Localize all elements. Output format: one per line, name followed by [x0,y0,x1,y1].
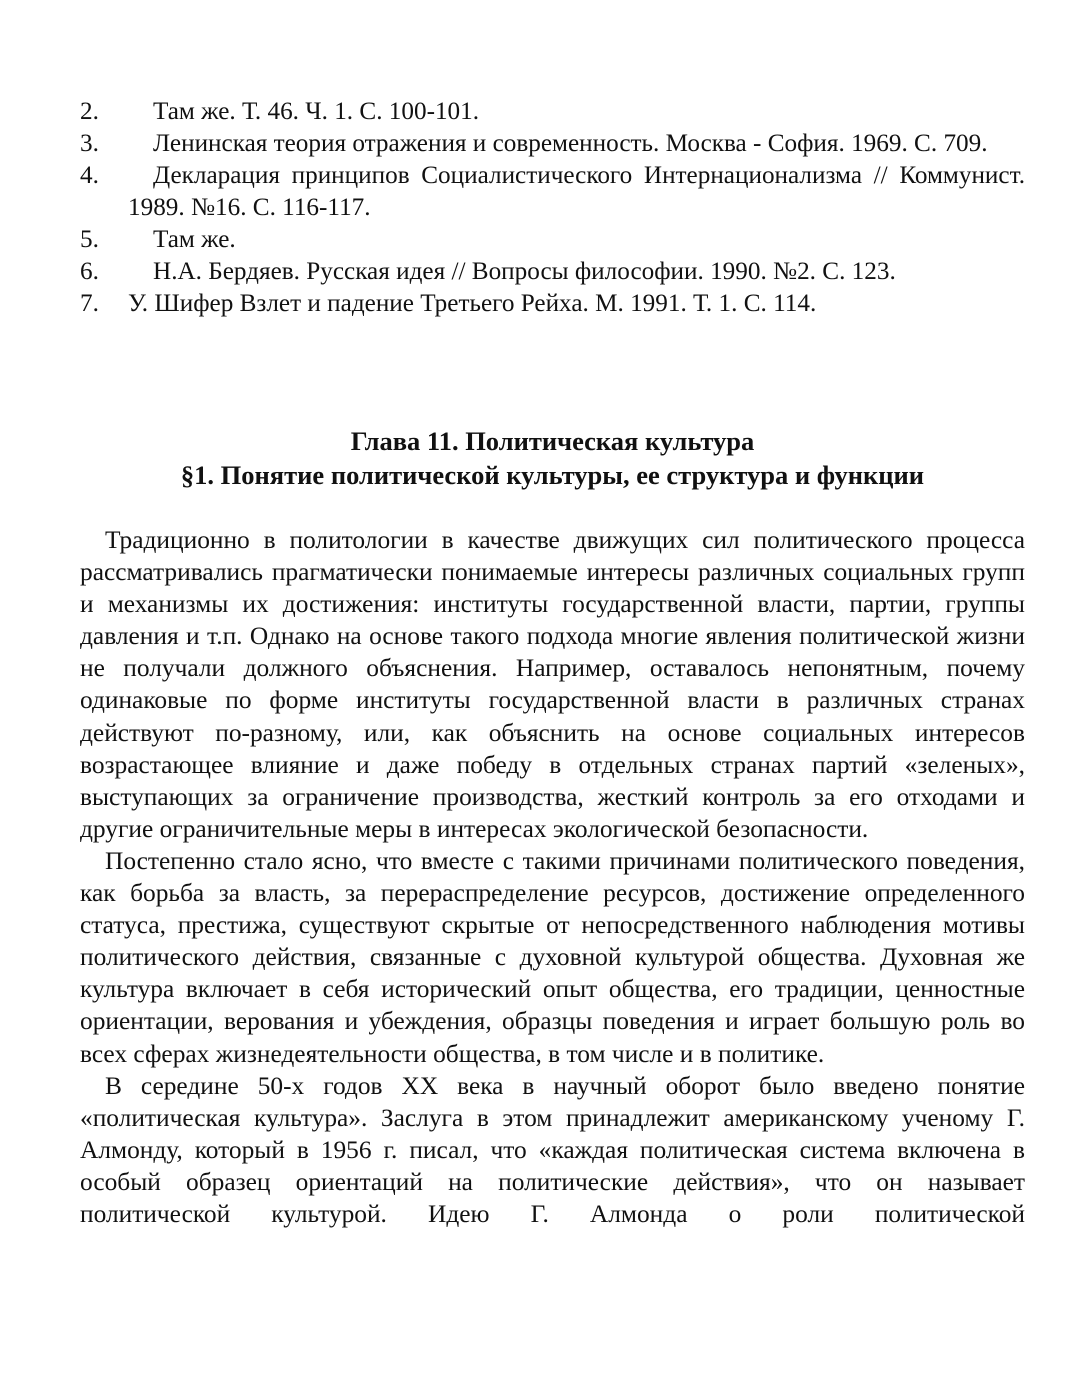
footnote-item [80,256,1025,288]
paragraph: В середине 50-х годов XX века в научный оборот было введено понятие «политическая культура». Заслуга в этом принадлежит американскому ученому Г. Алмонду, который в 1956 г. писал, что «каждая политическая система включена в особый образец ориентаций на политические действия», что он называет политической культурой. Идею Г. Алмонда о роли политической [80,1071,1025,1228]
footnote-item [80,224,1025,256]
footnote-number: 7. [80,290,99,317]
chapter-heading [80,424,1025,492]
footnote-text: Н.А. Бердяев. Русская идея // Вопросы философии. 1990. №2. С. 123. [153,258,896,285]
paragraph: Традиционно в политологии в качестве движущих сил политического процесса рассматривались прагматически понимаемые интересы различных социальных групп и механизмы их достижения: институты государственной власти, партии, группы давления и т.п. Однако на основе такого подхода многие явления политической жизни не получали должного объяснения. Например, оставалось непонятным, почему одинаковые по форме институты государственной власти в различных странах действуют по-разному, или, как объяснить на основе социальных интересов возрастающее влияние и даже победу в отдельных странах партий «зеленых», выступающих за ограничение производства, жесткий контроль за его отходами и другие ограничительные меры в интересах экологической безопасности. [80,526,1025,843]
footnote-text: У. Шифер Взлет и падение Третьего Рейха. М. 1991. Т. 1. С. 114. [128,290,817,317]
body-text [80,524,1025,1230]
chapter-title: Глава 11. Политическая культура [350,426,755,456]
footnote-number: 6. [80,258,99,285]
footnote-number: 2. [80,98,99,125]
footnote-number: 3. [80,130,99,157]
section-title: §1. Понятие политической культуры, ее структура и функции [180,460,925,490]
footnote-item [80,96,1025,128]
footnote-item [80,160,1025,224]
footnote-text: Там же. [153,226,236,253]
paragraph: Постепенно стало ясно, что вместе с такими причинами политического поведения, как борьба за власть, за перераспределение ресурсов, достижение определенного статуса, престижа, существуют скрытые от непосредственного наблюдения мотивы политического действия, связанные с духовной культурой общества. Духовная же культура включает в себя исторический опыт общества, его традиции, ценностные ориентации, верования и убеждения, образцы поведения и играет большую роль во всех сферах жизнедеятельности общества, в том числе и в политике. [80,846,1025,1068]
footnote-text: Там же. Т. 46. Ч. 1. С. 100-101. [153,98,480,125]
footnote-item [80,288,1025,320]
footnote-text: Ленинская теория отражения и современность. Москва - София. 1969. С. 709. [153,130,988,157]
footnotes-list [80,96,1025,320]
footnote-number: 5. [80,226,99,253]
footnote-number: 4. [80,162,99,189]
footnote-text: Декларация принципов Социалистического Интернационализма // Коммунист. 1989. №16. С. 116-117. [128,162,1025,221]
footnote-item [80,128,1025,160]
